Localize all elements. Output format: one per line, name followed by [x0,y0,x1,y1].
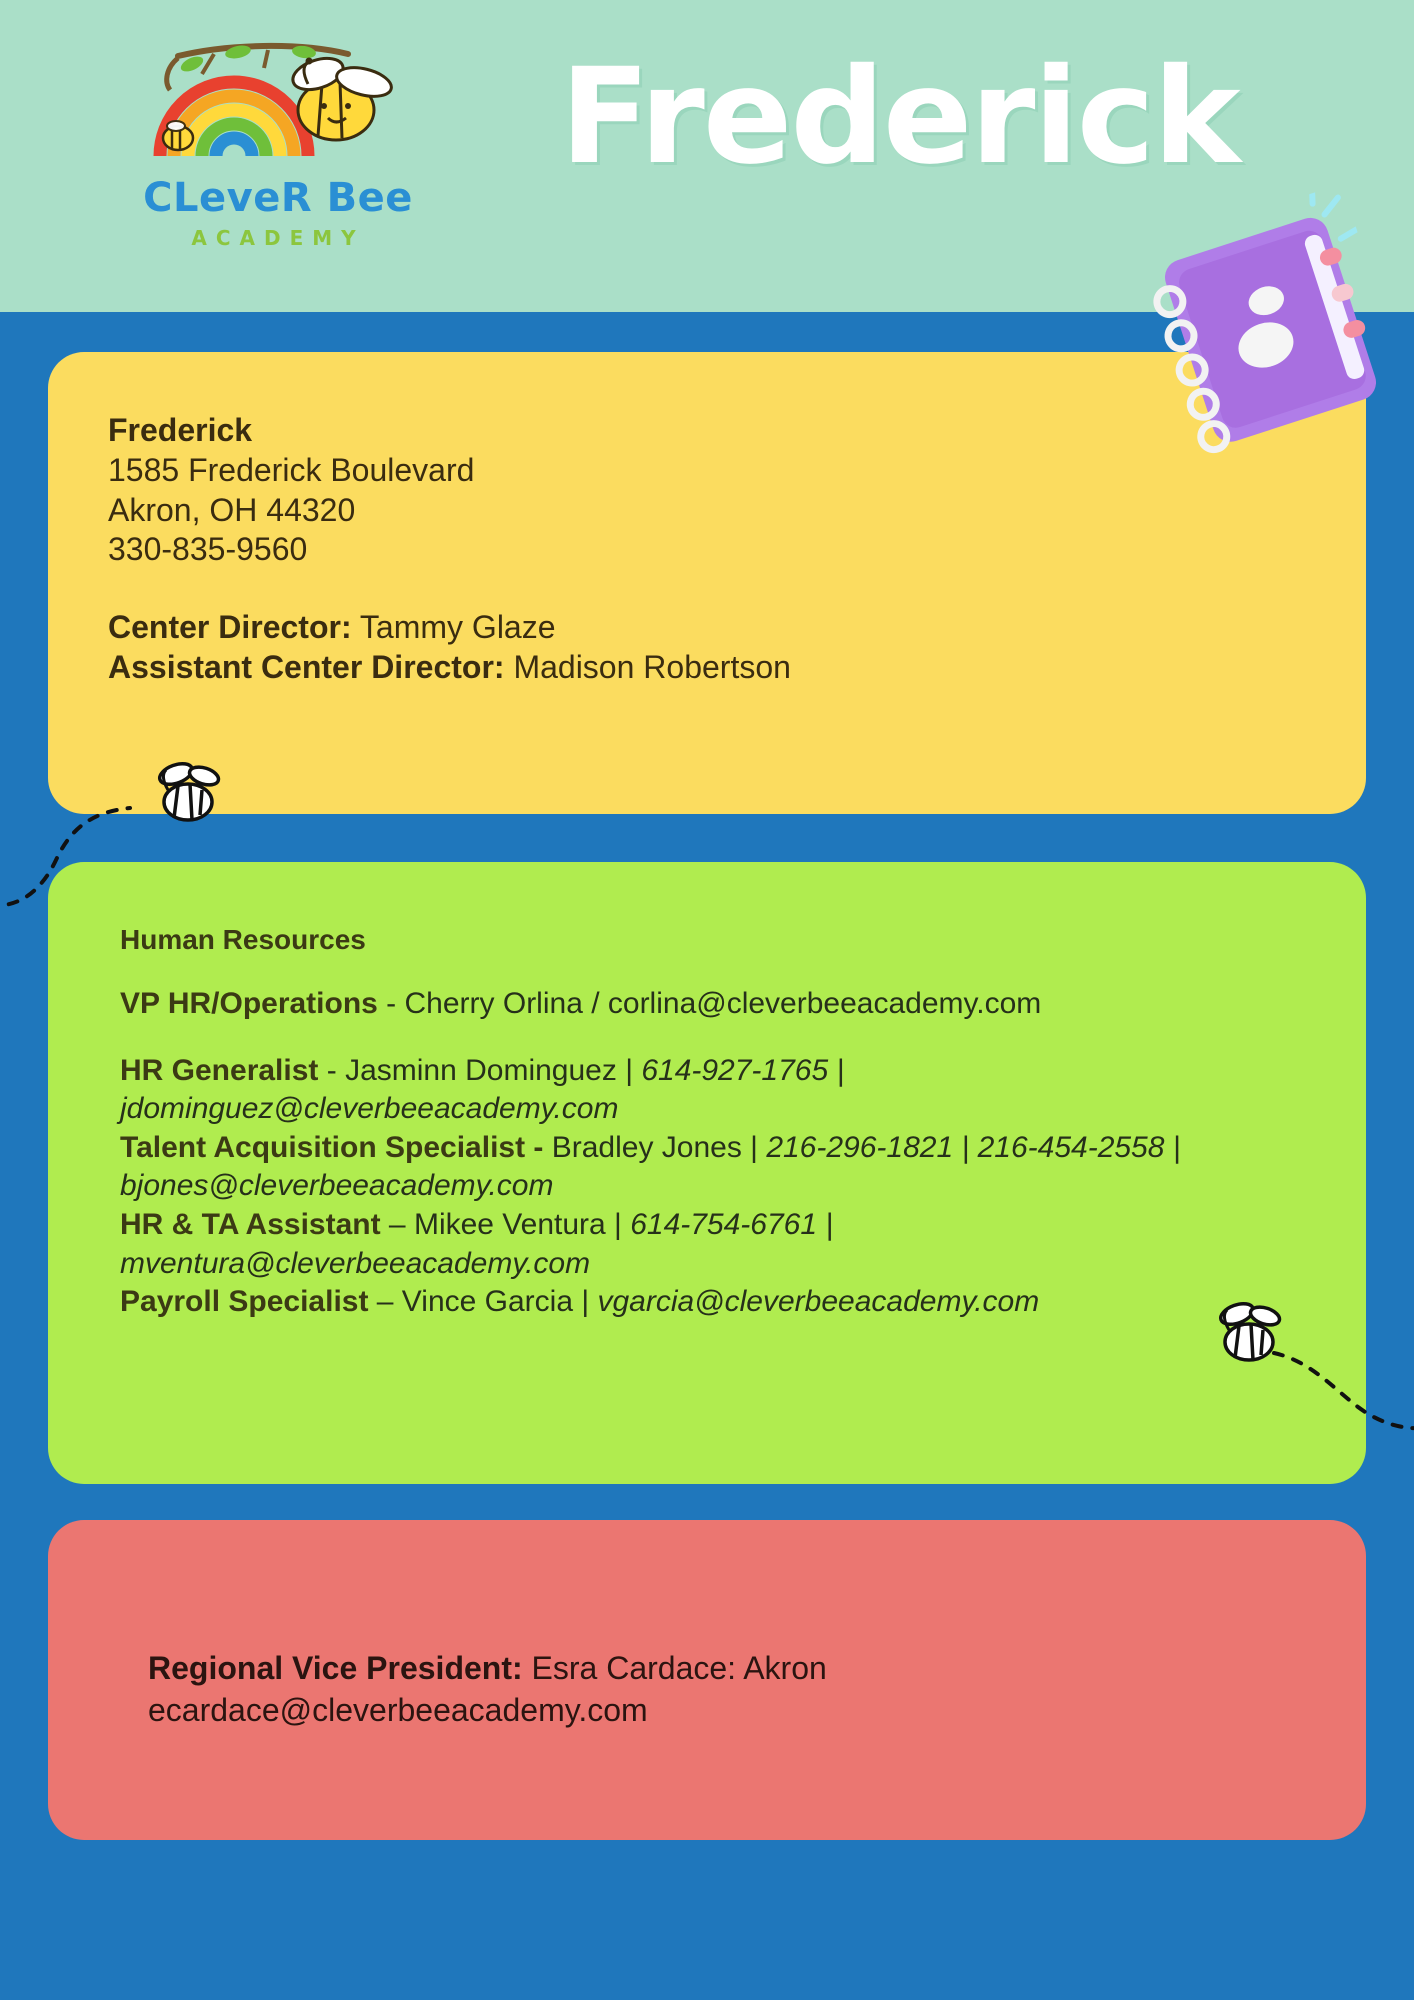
hr-entry-payroll-email: vgarcia@cleverbeeacademy.com [597,1285,1040,1319]
bee-logo-icon [118,28,438,188]
center-address-line1: 1585 Frederick Boulevard [108,452,475,488]
hr-entry-vp [120,986,1366,1023]
hr-entry-generalist-email: jdominguez@cleverbeeacademy.com [120,1092,619,1126]
hr-entry-generalist-phone: 614-927-1765 [641,1053,829,1087]
hr-entry-vp-role: VP HR/Operations [120,987,378,1020]
assistant-director-label: Assistant Center Director: [108,648,505,685]
hr-entry-talent [120,1130,1366,1167]
center-address-line2: Akron, OH 44320 [108,491,356,528]
regional-vp-card [48,1520,1366,1840]
hr-heading: Human Resources [120,924,366,955]
center-director-name: Tammy Glaze [359,609,556,646]
hr-entry-assistant-tail: | [817,1207,834,1241]
spacer [120,1025,1366,1053]
hr-entry-payroll-role: Payroll Specialist [120,1285,369,1319]
hr-entry-vp-detail: - Cherry Orlina / corlina@cleverbeeacademy.com [377,987,1042,1020]
center-name: Frederick [108,412,253,448]
bee-icon [1205,1300,1295,1370]
page-title: Frederick [560,40,1239,194]
hr-entry-generalist-name: - Jasminn Dominguez | [318,1053,642,1087]
hr-entry-assistant-role: HR & TA Assistant [120,1207,381,1241]
hr-entry-talent-role: Talent Acquisition Specialist - [120,1130,544,1164]
spacer [108,570,1366,608]
rvp-name: Esra Cardace: Akron [531,1650,827,1686]
hr-entry-assistant-name: – Mikee Ventura | [380,1207,631,1241]
hr-entry-talent-phones: 216-296-1821 | 216-454-2558 [766,1130,1165,1164]
hr-entry-payroll-name: – Vince Garcia | [368,1285,598,1319]
rvp-email: ecardace@cleverbeeacademy.com [148,1691,648,1728]
hr-entry-generalist [120,1053,1366,1090]
rvp-row [148,1648,1366,1690]
hr-entry-assistant-phone: 614-754-6761 [630,1207,818,1241]
hr-entry-generalist-tail: | [828,1053,845,1087]
hr-entry-payroll [120,1284,1366,1321]
center-phone: 330-835-9560 [108,531,308,568]
hr-entry-talent-tail: | [1164,1130,1181,1164]
hr-entry-talent-name: Bradley Jones | [543,1130,767,1164]
assistant-director-row [108,648,1366,688]
logo-title: CLeveR Bee [143,175,413,221]
hr-entry-assistant [120,1207,1366,1244]
assistant-director-name: Madison Robertson [513,648,791,685]
center-director-label: Center Director: [108,609,352,646]
logo-subtitle: ACADEMY [191,226,365,250]
center-director-row [108,608,1366,648]
rvp-label: Regional Vice President: [148,1650,523,1686]
hr-entry-generalist-role: HR Generalist [120,1053,319,1087]
brand-logo [118,28,438,258]
hr-entry-assistant-email: mventura@cleverbeeacademy.com [120,1246,591,1280]
hr-entry-talent-email: bjones@cleverbeeacademy.com [120,1169,554,1203]
human-resources-card [48,862,1366,1484]
bee-icon [140,760,230,830]
